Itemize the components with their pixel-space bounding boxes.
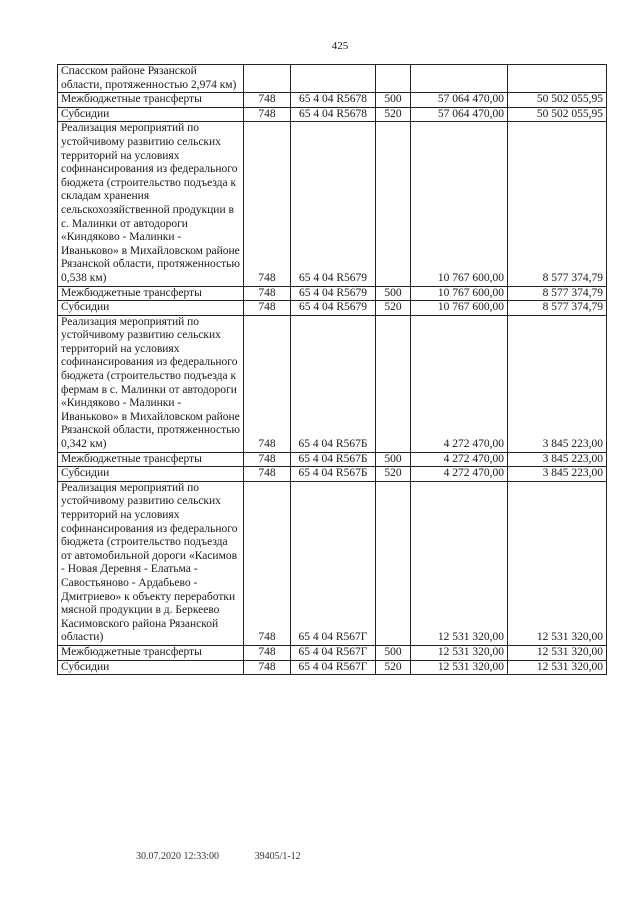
amount-plan-cell: 12 531 320,00	[411, 645, 508, 660]
table-row	[58, 481, 607, 645]
target-article-cell: 65 4 04 R567Г	[291, 481, 376, 645]
budget-table	[57, 64, 607, 675]
budget-table-body	[58, 65, 607, 675]
table-row	[58, 315, 607, 452]
item-name-cell: Межбюджетные трансферты	[58, 645, 244, 660]
amount-actual-cell: 8 577 374,79	[508, 122, 607, 286]
expense-type-cell	[376, 65, 411, 93]
amount-actual-cell: 12 531 320,00	[508, 660, 607, 675]
item-name-cell: Реализация мероприятий по устойчивому развитию сельских территорий на условиях софинансирования из федерального бюджета (строительство подъезда к складам хранения сельскохозяйственной продукции в с. Малинки от автодороги «Киндяково - Малинки - Иваньково» в Михайловском районе Рязанской области, протяженностью 0,538 км)	[58, 122, 244, 286]
grbs-code-cell: 748	[244, 286, 291, 301]
item-name-cell: Субсидии	[58, 107, 244, 122]
amount-actual-cell: 12 531 320,00	[508, 481, 607, 645]
amount-actual-cell: 8 577 374,79	[508, 301, 607, 316]
expense-type-cell: 520	[376, 467, 411, 482]
grbs-code-cell: 748	[244, 660, 291, 675]
amount-actual-cell: 3 845 223,00	[508, 467, 607, 482]
target-article-cell: 65 4 04 R5678	[291, 107, 376, 122]
item-name-cell: Межбюджетные трансферты	[58, 452, 244, 467]
amount-plan-cell: 4 272 470,00	[411, 452, 508, 467]
grbs-code-cell	[244, 65, 291, 93]
table-row	[58, 452, 607, 467]
item-name-cell: Межбюджетные трансферты	[58, 93, 244, 108]
table-row	[58, 286, 607, 301]
expense-type-cell: 520	[376, 107, 411, 122]
expense-type-cell: 520	[376, 301, 411, 316]
item-name-cell: Реализация мероприятий по устойчивому развитию сельских территорий на условиях софинансирования из федерального бюджета (строительство подъезда от автомобильной дороги «Касимов - Новая Деревня - Елатьма - Савостьяново - Ардабьево - Дмитриево» к объекту переработки мясной продукции в д. Беркеево Касимовского района Рязанской области)	[58, 481, 244, 645]
table-row	[58, 107, 607, 122]
amount-plan-cell: 4 272 470,00	[411, 315, 508, 452]
amount-plan-cell: 57 064 470,00	[411, 107, 508, 122]
amount-plan-cell: 10 767 600,00	[411, 301, 508, 316]
amount-plan-cell: 57 064 470,00	[411, 93, 508, 108]
target-article-cell: 65 4 04 R5679	[291, 122, 376, 286]
amount-plan-cell: 10 767 600,00	[411, 122, 508, 286]
table-row	[58, 93, 607, 108]
amount-plan-cell: 12 531 320,00	[411, 481, 508, 645]
amount-plan-cell: 4 272 470,00	[411, 467, 508, 482]
item-name-cell: Спасском районе Рязанской области, протяженностью 2,974 км)	[58, 65, 244, 93]
grbs-code-cell: 748	[244, 315, 291, 452]
item-name-cell: Субсидии	[58, 660, 244, 675]
footer-timestamp: 30.07.2020 12:33:00	[136, 851, 220, 862]
grbs-code-cell: 748	[244, 93, 291, 108]
amount-actual-cell: 50 502 055,95	[508, 107, 607, 122]
expense-type-cell: 500	[376, 645, 411, 660]
table-row	[58, 645, 607, 660]
target-article-cell: 65 4 04 R5679	[291, 301, 376, 316]
target-article-cell: 65 4 04 R567Б	[291, 452, 376, 467]
amount-actual-cell: 12 531 320,00	[508, 645, 607, 660]
target-article-cell: 65 4 04 R567Г	[291, 660, 376, 675]
expense-type-cell	[376, 122, 411, 286]
amount-actual-cell	[508, 65, 607, 93]
expense-type-cell	[376, 481, 411, 645]
grbs-code-cell: 748	[244, 122, 291, 286]
table-row	[58, 122, 607, 286]
target-article-cell: 65 4 04 R5679	[291, 286, 376, 301]
grbs-code-cell: 748	[244, 107, 291, 122]
footer-doc-number: 39405/1-12	[254, 851, 301, 862]
target-article-cell: 65 4 04 R5678	[291, 93, 376, 108]
table-row	[58, 301, 607, 316]
expense-type-cell: 500	[376, 452, 411, 467]
grbs-code-cell: 748	[244, 481, 291, 645]
table-row	[58, 660, 607, 675]
expense-type-cell: 500	[376, 286, 411, 301]
target-article-cell	[291, 65, 376, 93]
amount-plan-cell: 10 767 600,00	[411, 286, 508, 301]
grbs-code-cell: 748	[244, 645, 291, 660]
item-name-cell: Межбюджетные трансферты	[58, 286, 244, 301]
footer	[136, 851, 301, 862]
item-name-cell: Субсидии	[58, 301, 244, 316]
amount-plan-cell	[411, 65, 508, 93]
grbs-code-cell: 748	[244, 452, 291, 467]
item-name-cell: Реализация мероприятий по устойчивому развитию сельских территорий на условиях софинансирования из федерального бюджета (строительство подъезда к фермам в с. Малинки от автодороги «Киндяково - Малинки - Иваньково» в Михайловском районе Рязанской области, протяженностью 0,342 км)	[58, 315, 244, 452]
table-row	[58, 467, 607, 482]
grbs-code-cell: 748	[244, 467, 291, 482]
amount-actual-cell: 8 577 374,79	[508, 286, 607, 301]
target-article-cell: 65 4 04 R567Б	[291, 467, 376, 482]
expense-type-cell: 500	[376, 93, 411, 108]
target-article-cell: 65 4 04 R567Б	[291, 315, 376, 452]
target-article-cell: 65 4 04 R567Г	[291, 645, 376, 660]
page-number: 425	[331, 40, 349, 52]
expense-type-cell: 520	[376, 660, 411, 675]
amount-actual-cell: 3 845 223,00	[508, 315, 607, 452]
amount-actual-cell: 50 502 055,95	[508, 93, 607, 108]
grbs-code-cell: 748	[244, 301, 291, 316]
amount-plan-cell: 12 531 320,00	[411, 660, 508, 675]
item-name-cell: Субсидии	[58, 467, 244, 482]
expense-type-cell	[376, 315, 411, 452]
table-row	[58, 65, 607, 93]
amount-actual-cell: 3 845 223,00	[508, 452, 607, 467]
